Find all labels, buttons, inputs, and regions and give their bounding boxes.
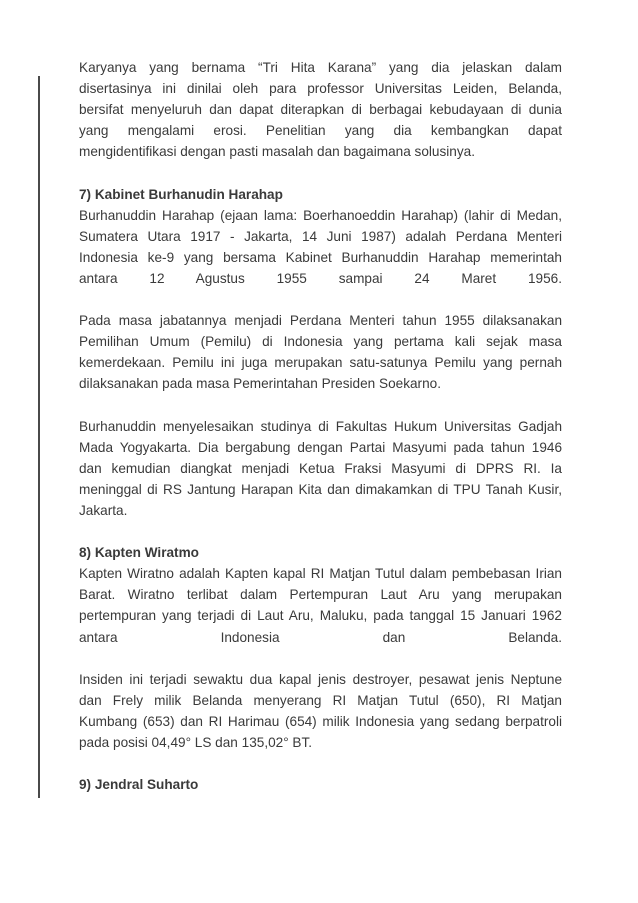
paragraph-line: Kapten Wiratno adalah Kapten kapal RI Matjan Tutul dalam pembebasan Irian xyxy=(79,566,562,582)
paragraph-line: antara Indonesia dan Belanda. xyxy=(79,629,562,645)
paragraph-line: Burhanuddin Harahap (ejaan lama: Boerhanoeddin Harahap) (lahir di Medan, xyxy=(79,207,562,223)
paragraph-line: Insiden ini terjadi sewaktu dua kapal jenis destroyer, pesawat jenis Neptune xyxy=(79,671,562,687)
paragraph-line: Pada masa jabatannya menjadi Perdana Menteri tahun 1955 dilaksanakan xyxy=(79,313,562,329)
paragraph-line: disertasinya ini dinilai oleh para professor Universitas Leiden, Belanda, xyxy=(79,81,562,97)
paragraph-line: Sumatera Utara 1917 - Jakarta, 14 Juni 1987) adalah Perdana Menteri xyxy=(79,228,562,244)
paragraph-line: Pemilihan Umum (Pemilu) di Indonesia yang pertama kali sejak masa xyxy=(79,334,562,350)
paragraph-line: antara 12 Agustus 1955 sampai 24 Maret 1956. xyxy=(79,270,562,286)
paragraph-line: kemerdekaan. Pemilu ini juga merupakan satu-satunya Pemilu yang pernah xyxy=(79,355,562,371)
paragraph-line: bersifat menyeluruh dan dapat diterapkan di berbagai kebudayaan di dunia xyxy=(79,102,562,118)
paragraph-line: Mada Yogyakarta. Dia bergabung dengan Partai Masyumi pada tahun 1946 xyxy=(79,439,562,455)
paragraph-line: Karyanya yang bernama “Tri Hita Karana” yang dia jelaskan dalam xyxy=(79,60,562,75)
paragraph-line: mengidentifikasi dengan pasti masalah dan bagaimana solusinya. xyxy=(79,144,475,160)
paragraph-line: dilaksanakan pada masa Pemerintahan Presiden Soekarno. xyxy=(79,376,441,392)
left-margin-rule xyxy=(38,76,40,798)
paragraph-line: Jakarta. xyxy=(79,502,128,518)
document-body xyxy=(79,57,562,795)
paragraph-line: dan Frely milik Belanda menyerang RI Matjan Tutul (650), RI Matjan xyxy=(79,692,562,708)
section-heading-7: 7) Kabinet Burhanudin Harahap xyxy=(79,186,283,202)
paragraph-line: pertempuran yang terjadi di Laut Aru, Maluku, pada tanggal 15 Januari 1962 xyxy=(79,608,562,624)
paragraph-line: meninggal di RS Jantung Harapan Kita dan dimakamkan di TPU Tanah Kusir, xyxy=(79,481,562,497)
paragraph-line: Kumbang (653) dan RI Harimau (654) milik Indonesia yang sedang berpatroli xyxy=(79,713,562,729)
paragraph-line: Barat. Wiratno terlibat dalam Pertempuran Laut Aru yang merupakan xyxy=(79,587,562,603)
section-heading-9: 9) Jendral Suharto xyxy=(79,777,199,793)
paragraph-line: yang mengalami erosi. Penelitian yang dia kembangkan dapat xyxy=(79,123,562,139)
paragraph-line: dan kemudian diangkat menjadi Ketua Fraksi Masyumi di DPRS RI. Ia xyxy=(79,460,562,476)
paragraph-line: Indonesia ke-9 yang bersama Kabinet Burhanuddin Harahap memerintah xyxy=(79,249,562,265)
paragraph-line: Burhanuddin menyelesaikan studinya di Fakultas Hukum Universitas Gadjah xyxy=(79,418,562,434)
paragraph-line: pada posisi 04,49° LS dan 135,02° BT. xyxy=(79,735,313,750)
section-heading-8: 8) Kapten Wiratmo xyxy=(79,545,199,561)
